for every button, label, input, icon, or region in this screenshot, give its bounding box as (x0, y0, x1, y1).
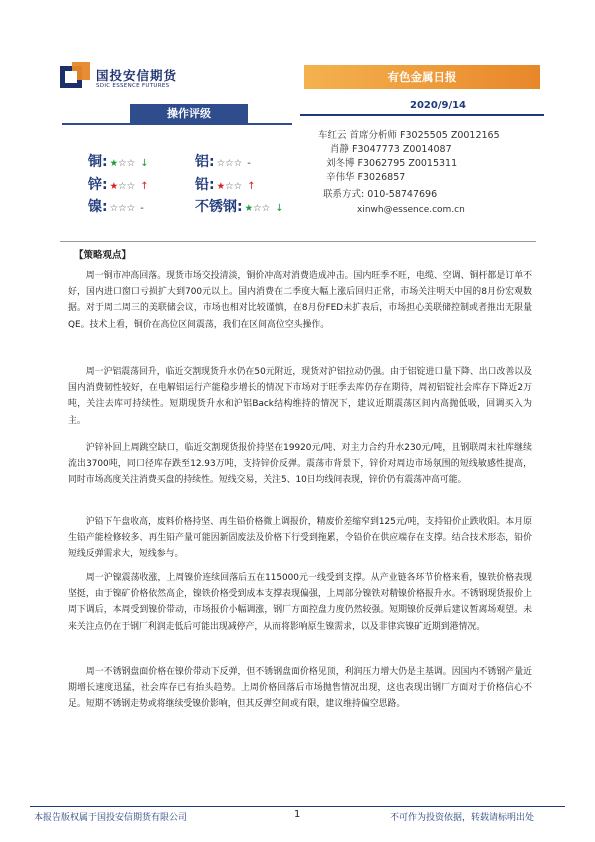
rating-item-copper (88, 151, 149, 171)
logo-company-name-en: SDIC ESSENCE FUTURES (96, 83, 170, 89)
company-logo-icon (60, 62, 90, 92)
star-rating-icon: ☆☆☆ (216, 158, 243, 169)
footer-divider (30, 806, 565, 807)
star-rating-icon: ☆☆☆ (109, 203, 136, 214)
paragraph-zinc: 沪锌补回上周跳空缺口，临近交割现货报价持坚在19920元/吨、对主力合约升水230元/吨，且钢联周末社库继续流出3700吨，同口径库存跌至12.93万吨，支持锌价反弹。震荡市背景下，锌价对周边市场氛围的短线敏感性提高，同时市场高度关注消费买盘的持续性。短线交易，关注5、10日均线间表现，锌价仍有震荡冲高可能。 (68, 443, 532, 486)
trend-up-icon: ↑ (247, 181, 256, 192)
analyst-line: 辛伟华 F3026857 (326, 172, 406, 183)
star-rating-icon: ★☆☆ (244, 203, 271, 214)
rating-item-aluminum (195, 151, 251, 171)
metal-name: 铝: (195, 154, 215, 170)
page-number: 1 (294, 809, 301, 820)
logo-company-name: 国投安信期货 (96, 68, 178, 83)
metal-name: 铜: (88, 154, 108, 170)
footer-disclaimer: 不可作为投资依据，转载请标明出处 (390, 813, 535, 823)
rating-section-tab: 操作评级 (130, 104, 248, 124)
paragraph-stainless-steel: 周一不锈钢盘面价格在镍价带动下反弹，但不锈钢盘面价格见顶，利润压力增大仍是主基调。因国内不锈钢产量近期增长速度迅猛，社会库存已有抬头趋势。上周价格回落后市场抛售情况出现，这也表现出钢厂方面对于价格信心不足。短期不锈钢走势或将继续受镍价影响，但其反弹空间或有限，建议维持偏空思路。 (68, 667, 532, 710)
report-title-banner: 有色金属日报 (304, 65, 540, 89)
section-divider (60, 241, 536, 242)
contact-phone: 联系方式: 010-58747696 (323, 189, 438, 200)
rating-item-zinc (88, 174, 149, 194)
metal-name: 铅: (195, 177, 215, 193)
trend-flat-icon: - (247, 158, 251, 169)
footer-copyright: 本报告版权属于国投安信期货有限公司 (34, 813, 188, 823)
paragraph-lead: 沪铅下午盘收高，废料价格持坚、再生铅价格微上调报价，精废价差缩窄到125元/吨，支持铅价止跌收阳。本月原生铅产能检修较多、再生铅产量可能因新固废法及价格下行受到拖累，令铅价在供应端存在支撑。结合技术形态，铅价短线反弹需求大，短线参与。 (68, 517, 532, 560)
paragraph-nickel: 周一沪镍震荡收涨，上周镍价连续回落后五在115000元一线受到支撑。从产业链各环节价格来看，镍铁价格表现坚挺，由于镍矿价格依然高企，镍铁价格受到成本支撑表现偏强，上周部分镍铁对精镍价格报升水。不锈钢现货报价上周下调后，本周受到镍价带动，市场报价小幅调涨，钢厂方面控盘力度仍然较强。短期镍价反弹后建议暂离场观望。未来关注点仍在于钢厂利润走低后可能出现减停产，从而将影响原生镍需求，以及非律宾镍矿近期到港情况。 (68, 573, 532, 632)
rating-item-lead (195, 174, 256, 194)
date-divider (300, 114, 544, 116)
paragraph-aluminum: 周一沪铝震荡回升，临近交割现货升水仍在50元附近，现货对沪铝拉动仍强。由于铝锭进口量下降、出口改善以及国内消费韧性较好，在电解铝运行产能稳步增长的情况下市场对于旺季去库仍存在期待，周初铝锭社会库存下降近2万吨，关注去库可持续性。短期现货升水和沪铝Back结构维持的情况下，建议近期震荡区间内高抛低吸，回调买入为主。 (68, 367, 532, 426)
section-title: 【策略观点】 (74, 250, 132, 261)
report-date: 2020/9/14 (410, 100, 467, 111)
star-rating-icon: ★☆☆ (109, 158, 136, 169)
metal-name: 锌: (88, 177, 108, 193)
trend-down-icon: ↓ (275, 203, 284, 214)
paragraph-copper: 周一铜市冲高回落。现货市场交投清淡，铜价冲高对消费造成冲击。国内旺季不旺，电缆、空调、铜杆都是订单不好，国内进口窗口亏损扩大到700元以上。国内消费在二季度大幅上涨后回归正常，市场关注明天中国的8月份宏观数据。对于周二周三的美联储会议，市场也相对比较谨慎，在8月份FED未扩表后，市场担心美联储控制或者推出无限量QE。技术上看，铜价在高位区间震荡，我们在区间高位空头操作。 (68, 271, 532, 330)
analyst-line: 刘冬博 F3062795 Z0015311 (326, 158, 458, 169)
trend-flat-icon: - (140, 203, 144, 214)
metal-name: 镍: (88, 199, 108, 215)
contact-email[interactable]: xinwh@essence.com.cn (357, 205, 465, 215)
rating-item-stainless-steel (195, 196, 284, 216)
trend-up-icon: ↑ (140, 181, 149, 192)
analyst-line: 肖静 F3047773 Z0014087 (330, 144, 452, 155)
trend-down-icon: ↓ (140, 158, 149, 169)
star-rating-icon: ★☆☆ (216, 181, 243, 192)
rating-divider (62, 123, 292, 125)
rating-item-nickel (88, 196, 144, 216)
metal-name: 不锈钢: (195, 199, 243, 215)
star-rating-icon: ★☆☆ (109, 181, 136, 192)
analyst-line: 车红云 首席分析师 F3025505 Z0012165 (318, 130, 500, 141)
